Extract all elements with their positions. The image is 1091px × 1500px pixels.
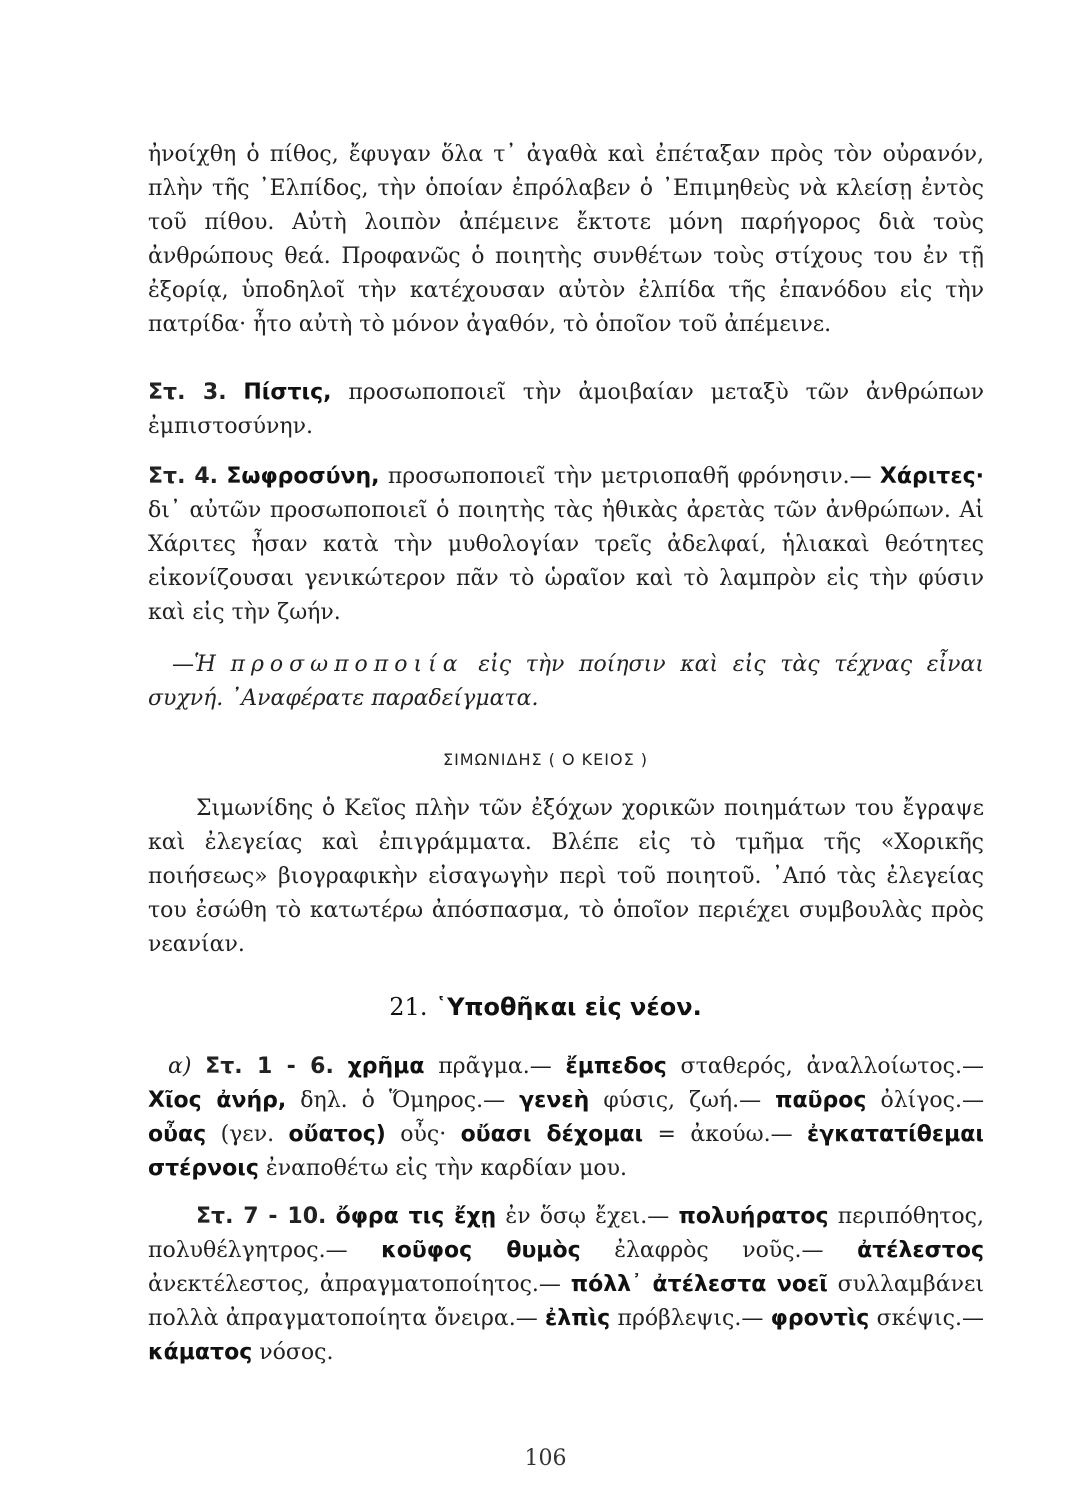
section-heading: ΣΙΜΩΝΙΔΗΣ ( Ο ΚΕΙΟΣ )	[442, 750, 649, 769]
gloss-text: πρόβλεψις.—	[617, 1306, 764, 1331]
gloss-text: περιπόθητος, πολυθέλγητρος.—	[148, 1204, 984, 1263]
poem-number: 21.	[389, 993, 428, 1021]
gloss-text: φύσις, ζωή.—	[603, 1088, 762, 1113]
gloss-text: προσωποποιεῖ τὴν μετριοπαθῆ φρόνησιν.—	[387, 464, 872, 489]
gloss-term: χρῆμα	[347, 1054, 425, 1079]
gloss-text: σκέψις.—	[876, 1306, 984, 1331]
gloss-text: δηλ. ὁ Ὅμηρος.—	[300, 1088, 506, 1113]
gloss-term: παῦρος	[775, 1088, 867, 1113]
gloss-term: οὖας	[148, 1122, 207, 1147]
gloss-text: οὖς·	[400, 1122, 447, 1147]
gloss-text: προσωποποιεῖ τὴν ἀμοιβαίαν μεταξὺ τῶν ἀνθρώπων ἐμπιστοσύνην.	[148, 380, 985, 439]
gloss-term: Σωφροσύνη,	[226, 464, 380, 489]
paragraph-simonides-intro: Σιμωνίδης ὁ Κεῖος πλὴν τῶν ἐξόχων χορικῶν ποιημάτων του ἔγραψε καὶ ἐλεγείας καὶ ἐπιγράμματα. Βλέπε εἰς τὸ τμῆμα τῆς «Χορικῆς ποιήσεως» βιογραφικὴν εἰσαγωγὴν περὶ τοῦ ποιητοῦ. ᾿Από τὰς ἐλεγείας του ἐσώθη τὸ κατωτέρω ἀπόσπασμα, τὸ ὁποῖον περιέχει συμβουλὰς πρὸς νεανίαν.	[148, 796, 984, 957]
gloss-text: (γεν.	[220, 1122, 275, 1147]
gloss-text: ἐν ὅσῳ ἔχει.—	[505, 1204, 670, 1229]
poem-title-text: ῾Υποθῆκαι εἰς νέον.	[435, 993, 702, 1021]
gloss-term: Χῖος ἀνήρ,	[148, 1088, 287, 1113]
gloss-mark: α)	[168, 1054, 192, 1079]
gloss-term: ἐγκατατίθεμαι στέρνοις	[148, 1122, 984, 1181]
note-spaced-term: προσωποποιία	[230, 652, 464, 677]
gloss-text: ἐλαφρὸς νοῦς.—	[614, 1238, 824, 1263]
gloss-term: ἔμπεδος	[565, 1054, 667, 1079]
verse-ref: Στ. 7 - 10.	[196, 1204, 327, 1229]
gloss-text: = ἀκούω.—	[657, 1122, 793, 1147]
paragraph-pistis	[148, 376, 984, 444]
paragraph-pandora: ἠνοίχθη ὁ πίθος, ἔφυγαν ὅλα τ᾿ ἀγαθὰ καὶ ἐπέταξαν πρὸς τὸν οὐρανόν, πλὴν τῆς ᾿Ελπίδος, τὴν ὁποίαν ἐπρόλαβεν ὁ ᾿Επιμηθεὺς νὰ κλείσῃ ἐντὸς τοῦ πίθου. Αὐτὴ λοιπὸν ἀπέμεινε ἔκτοτε μόνη παρήγορος διὰ τοὺς ἀνθρώπους θεά. Προφανῶς ὁ ποιητὴς συνθέτων τοὺς στίχους του ἐν τῇ ἐξορίᾳ, ὑποδηλοῖ τὴν κατέχουσαν αὐτὸν ἐλπίδα τῆς ἐπανόδου εἰς τὴν πατρίδα· ἦτο αὐτὴ τὸ μόνον ἀγαθόν, τὸ ὁποῖον τοῦ ἀπέμεινε.	[148, 142, 984, 337]
poem-title	[0, 993, 1091, 1021]
gloss-term: οὔατος)	[288, 1122, 386, 1147]
gloss-text: ὀλίγος.—	[880, 1088, 984, 1113]
gloss-term: ἀτέλεστος	[857, 1238, 984, 1263]
gloss-block-2	[148, 1200, 984, 1370]
gloss-term: πόλλ᾿ ἀτέλεστα νοεῖ	[570, 1272, 828, 1297]
gloss-text: συλλαμβάνει πολλὰ ἀπραγματοποίητα ὄνειρα.—	[148, 1272, 985, 1331]
page-number: 106	[524, 1446, 567, 1471]
verse-ref: Στ. 1 - 6.	[205, 1054, 334, 1079]
gloss-term: κοῦφος θυμὸς	[381, 1238, 581, 1263]
gloss-term: ἐλπὶς	[545, 1306, 611, 1331]
gloss-block-1	[148, 1050, 984, 1186]
gloss-term: φροντὶς	[770, 1306, 870, 1331]
gloss-text: σταθερός, ἀναλλοίωτος.—	[680, 1054, 984, 1079]
paragraph-prosopopoiia	[148, 648, 984, 716]
note-text: εἰς τὴν ποίησιν καὶ εἰς τὰς τέχνας εἶναι συχνή. ᾿Αναφέρατε παραδείγματα.	[148, 652, 984, 711]
gloss-text: νόσος.	[259, 1340, 334, 1365]
verse-ref: Στ. 3.	[148, 380, 227, 405]
gloss-text: ἐναποθέτω εἰς τὴν καρδίαν μου.	[265, 1156, 627, 1181]
note-lead: —Ἡ	[172, 652, 216, 677]
gloss-text: ἀνεκτέλεστος, ἀπραγματοποίητος.—	[148, 1272, 561, 1297]
gloss-term: κάματος	[148, 1340, 253, 1365]
gloss-term: ὄφρα τις ἔχῃ	[335, 1204, 497, 1229]
gloss-term: γενεὴ	[519, 1088, 590, 1113]
verse-ref: Στ. 4.	[148, 464, 219, 489]
gloss-text: πρᾶγμα.—	[438, 1054, 552, 1079]
paragraph-sophrosyne	[148, 460, 984, 630]
gloss-term: Χάριτες·	[879, 464, 984, 489]
gloss-text: δι᾿ αὐτῶν προσωποποιεῖ ὁ ποιητὴς τὰς ἠθικὰς ἀρετὰς τῶν ἀνθρώπων. Αἱ Χάριτες ἦσαν κατὰ τὴν μυθολογίαν τρεῖς ἀδελφαί, ἡλιακαὶ θεότητες εἰκονίζουσαι γενικώτερον πᾶν τὸ ὡραῖον καὶ τὸ λαμπρὸν εἰς τὴν φύσιν καὶ εἰς τὴν ζωήν.	[148, 498, 984, 625]
gloss-term: Πίστις,	[243, 380, 332, 405]
gloss-term: οὔασι δέχομαι	[460, 1122, 644, 1147]
gloss-term: πολυήρατος	[678, 1204, 829, 1229]
